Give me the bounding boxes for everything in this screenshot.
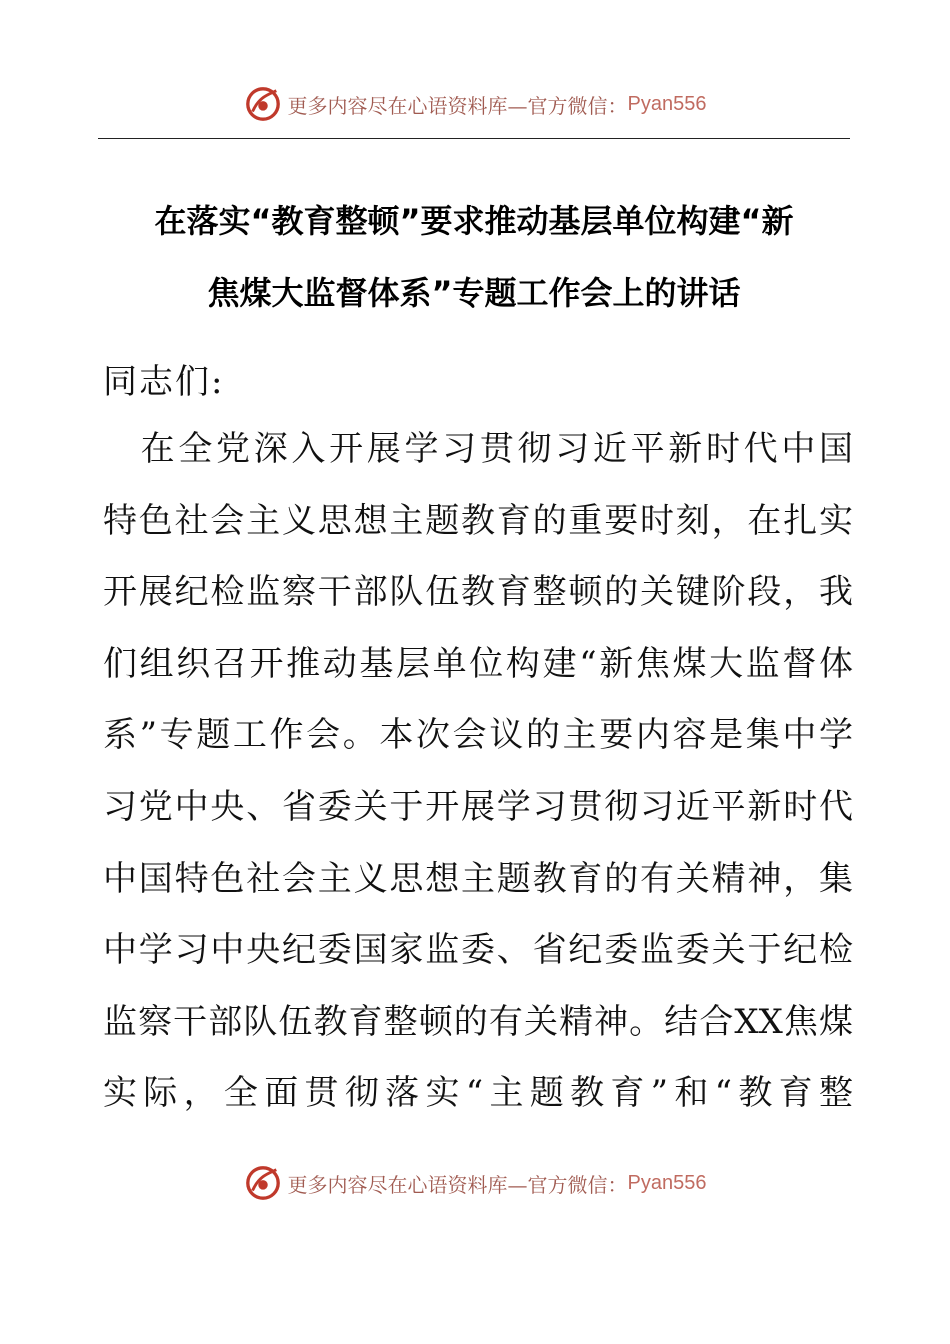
title-line-1: 在落实“教育整顿”要求推动基层单位构建“新 [154,202,794,240]
body-line: 开展纪检监察干部队伍教育整顿的关键阶段，我 [103,572,853,613]
salutation: 同志们: [103,362,225,402]
footer-banner-text: 更多内容尽在心语资料库—官方微信： [287,1172,628,1197]
footer-banner [0,1163,950,1203]
footer-banner-wechat-id: Pyan556 [627,1171,707,1194]
body-line: 实际，全面贯彻落实“主题教育”和“教育整 [103,1073,853,1114]
body-line: 中学习中央纪委国家监委、省纪委监委关于纪检 [103,930,853,971]
title-line-2: 焦煤大监督体系”专题工作会上的讲话 [207,274,741,312]
header-banner-wechat-id: Pyan556 [627,92,707,115]
body-line: 系”专题工作会。本次会议的主要内容是集中学 [103,715,853,756]
document-title [98,185,850,329]
header-banner [0,84,950,124]
header-divider [98,138,850,139]
brand-logo-icon [244,85,282,123]
body-paragraph [103,414,853,1130]
body-line: 特色社会主义思想主题教育的重要时刻，在扎实 [103,500,853,541]
body-line: 在全党深入开展学习贯彻习近平新时代中国 [103,429,853,469]
body-line: 监察干部队伍教育整顿的有关精神。结合XX焦煤 [103,1001,853,1042]
header-banner-text: 更多内容尽在心语资料库—官方微信： [287,93,628,118]
body-line: 中国特色社会主义思想主题教育的有关精神，集 [103,858,853,899]
brand-logo-icon [244,1164,282,1202]
body-line: 习党中央、省委关于开展学习贯彻习近平新时代 [103,786,853,827]
body-line: 们组织召开推动基层单位构建“新焦煤大监督体 [103,643,853,684]
